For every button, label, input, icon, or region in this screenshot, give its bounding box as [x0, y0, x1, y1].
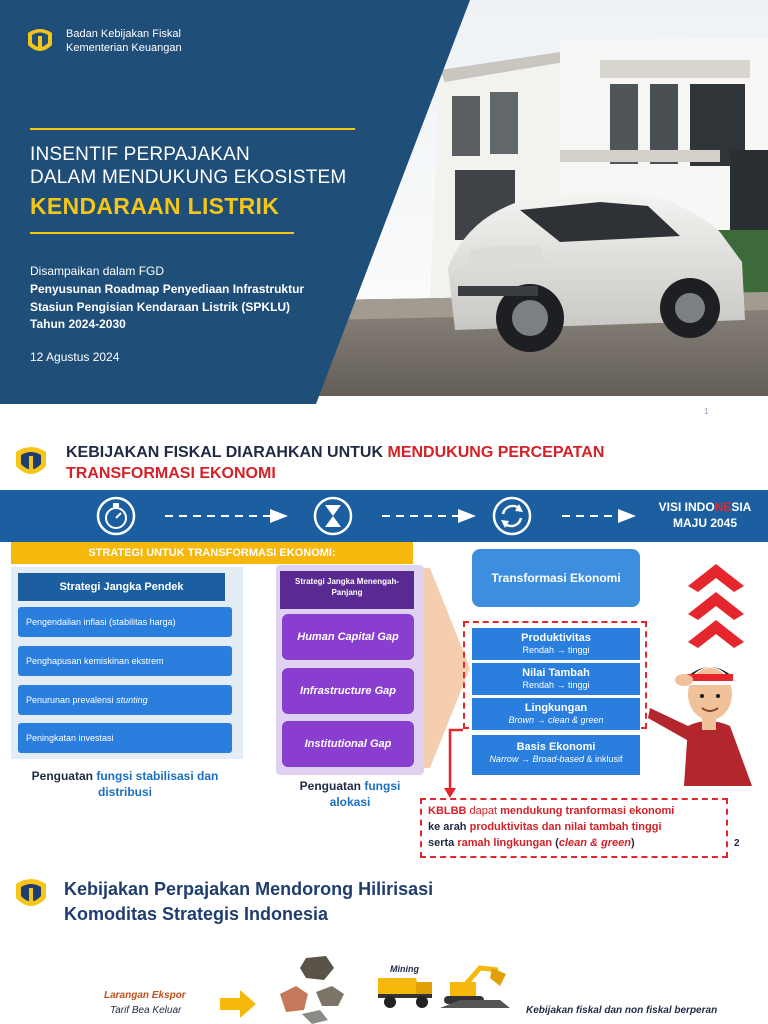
title-part-2: MENDUKUNG PERCEPATAN	[387, 444, 605, 461]
callout-text-8: clean & green	[558, 837, 631, 849]
presentation-date: 12 Agustus 2024	[30, 350, 120, 364]
title-line-1: INSENTIF PERPAJAKAN	[30, 144, 250, 165]
slide-hilirisasi	[0, 864, 768, 1024]
mining-label: Mining	[390, 964, 419, 974]
left-caption-part-3: distribusi	[97, 785, 152, 799]
callout-text-1: dapat	[466, 805, 501, 817]
title-part-3: TRANSFORMASI EKONOMI	[66, 465, 276, 482]
gap-box: Institutional Gap	[282, 721, 414, 767]
subtitle-line-0: Disampaikan dalam FGD	[30, 264, 165, 278]
transform-sub-c: & inklusif	[584, 754, 623, 764]
visi-part-2: NE	[714, 500, 732, 514]
mid-term-title: Strategi Jangka Menengah-Panjang	[280, 571, 414, 609]
visi-line-2: MAJU 2045	[672, 516, 738, 530]
callout-text-4: produktivitas dan nilai tambah tinggi	[469, 821, 662, 833]
callout-text-9: )	[630, 837, 635, 849]
slide-title-line-1: Kebijakan Perpajakan Mendorong Hilirisasi	[64, 879, 434, 899]
kebijakan-text: Kebijakan fiskal dan non fiskal berperan	[526, 1005, 718, 1016]
excavator-icon	[440, 964, 510, 1008]
tarif-label: Tarif Bea Keluar	[110, 1005, 182, 1016]
gap-box: Infrastructure Gap	[282, 668, 414, 714]
slide-title	[0, 0, 768, 432]
arrow-right-icon: →	[536, 715, 546, 725]
mining-truck-icon	[376, 972, 436, 1008]
title-part-1: KEBIJAKAN FISKAL DIARAHKAN UNTUK	[66, 444, 388, 461]
arrow-right-icon: →	[556, 680, 566, 690]
short-term-item: Penghapusan kemiskinan ekstrem	[18, 646, 232, 676]
callout-text-6: ramah lingkungan	[457, 837, 553, 849]
subtitle-line-1: Penyusunan Roadmap Penyediaan Infrastruktur	[30, 282, 305, 296]
visi-part-3: SIA	[731, 500, 752, 514]
strategy-header: STRATEGI UNTUK TRANSFORMASI EKONOMI:	[11, 542, 413, 564]
mid-caption-part-3: alokasi	[329, 795, 371, 809]
callout-text-2: mendukung tranformasi ekonomi	[500, 805, 675, 817]
organization-name	[66, 27, 182, 55]
left-caption-part-2: fungsi stabilisasi dan	[96, 769, 219, 783]
accent-rule-bottom	[30, 232, 294, 234]
short-term-item-text: Penurunan prevalensi	[26, 695, 117, 705]
transform-sub-b: tinggi	[568, 645, 590, 655]
triple-chevron-up-icon	[688, 564, 744, 650]
callout-text-3: ke arah	[428, 821, 470, 833]
visi-part-1: VISI INDO	[658, 500, 715, 514]
stunting-text: stunting	[116, 695, 148, 705]
kemenkeu-logo-icon	[12, 878, 50, 912]
org-line-1: Badan Kebijakan Fiskal	[66, 28, 181, 40]
subtitle-line-3: Tahun 2024-2030	[30, 317, 126, 331]
transform-item-title: Nilai Tambah	[522, 667, 590, 679]
slide-fiscal-policy	[0, 432, 768, 864]
mid-caption-part-2: fungsi	[364, 779, 401, 793]
arrow-right-icon	[220, 990, 256, 1018]
transform-item-title: Produktivitas	[521, 632, 591, 644]
transform-title: Transformasi Ekonomi	[472, 549, 640, 607]
larangan-label: Larangan Ekspor	[104, 990, 186, 1001]
transform-sub-b: clean & green	[548, 715, 604, 725]
transform-sub-b: tinggi	[568, 680, 590, 690]
slide-title-line-2: Komoditas Strategis Indonesia	[64, 904, 329, 924]
transform-sub-a: Rendah	[522, 645, 554, 655]
mid-caption-part-1: Penguatan	[299, 779, 365, 793]
short-term-title: Strategi Jangka Pendek	[18, 573, 225, 601]
saluting-man-icon	[644, 654, 762, 786]
transform-sub-a: Rendah	[522, 680, 554, 690]
subtitle-line-2: Stasiun Pengisian Kendaraan Listrik (SPKLU)	[30, 300, 291, 314]
callout-kblbb: KBLBB	[428, 805, 467, 817]
transform-sub-a: Brown	[508, 715, 534, 725]
callout-text-5: serta	[428, 837, 458, 849]
kblbb-callout	[420, 798, 728, 858]
arrow-right-icon: →	[520, 754, 530, 764]
page-number: 1	[704, 407, 709, 416]
accent-rule-top	[30, 128, 355, 130]
transform-sub-a: Narrow	[489, 754, 519, 764]
ore-rock-icon	[276, 954, 356, 1024]
transform-sub-b: Broad-based	[532, 754, 585, 764]
short-term-item: Pengendalian inflasi (stabilitas harga)	[18, 607, 232, 637]
arrow-right-icon: →	[556, 645, 566, 655]
title-line-3: KENDARAAN LISTRIK	[30, 193, 280, 219]
callout-text-7: (	[552, 837, 559, 849]
org-line-2: Kementerian Keuangan	[66, 42, 182, 54]
transform-item-title: Basis Ekonomi	[516, 741, 596, 753]
kemenkeu-logo-icon	[22, 27, 58, 57]
left-caption-part-1: Penguatan	[31, 769, 97, 783]
page-number: 2	[734, 838, 740, 849]
short-term-item: Peningkatan investasi	[18, 723, 232, 753]
title-line-2: DALAM MENDUKUNG EKOSISTEM	[30, 167, 347, 188]
transform-item-title: Lingkungan	[524, 702, 588, 714]
gap-box: Human Capital Gap	[282, 614, 414, 660]
